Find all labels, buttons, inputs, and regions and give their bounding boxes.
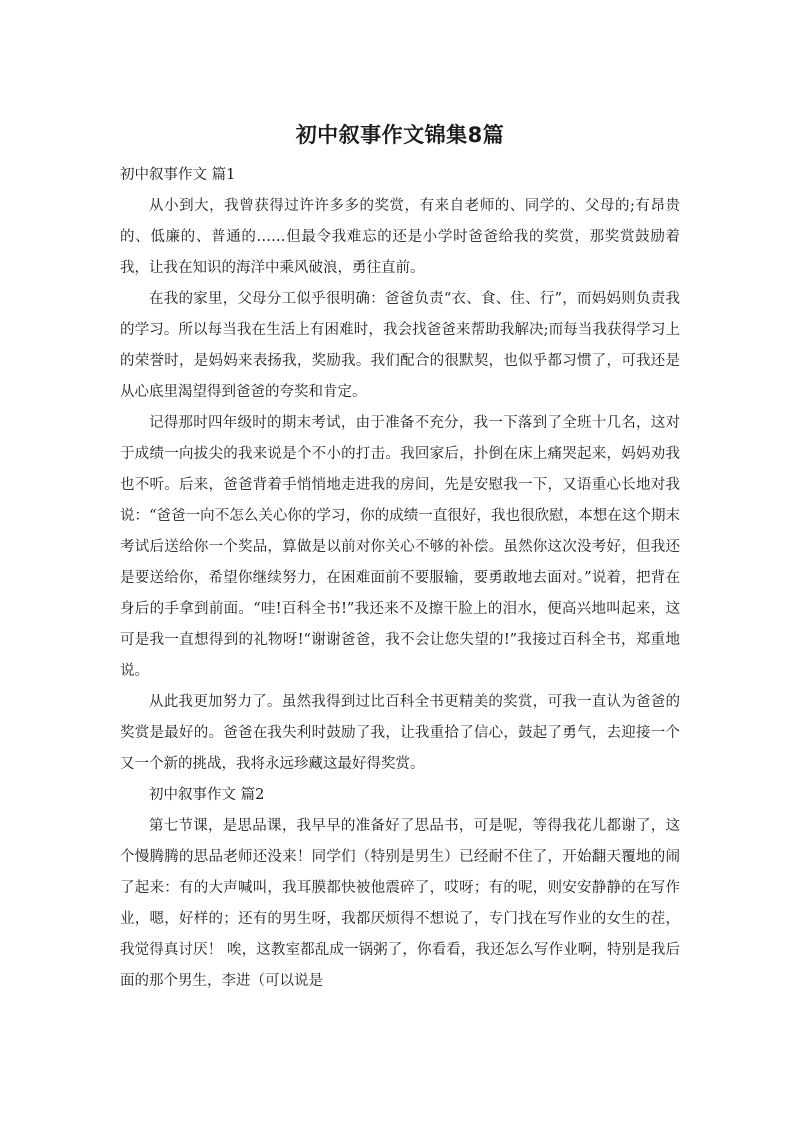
paragraph: 第七节课，是思品课，我早早的准备好了思品书，可是呢，等得我花儿都谢了，这个慢腾腾的思品老师还没来！同学们（特别是男生）已经耐不住了，开始翻天覆地的闹了起来：有的大声喊叫，我耳膜都快被他震碎了，哎呀；有的呢，则安安静静的在写作业，嗯，好样的；还有的男生呀，我都厌烦得不想说了，专门找在写作业的女生的茬，我觉得真讨厌！ 唉，这教室都乱成一锅粥了，你看看，我还怎么写作业啊，特别是我后面的那个男生，李进（可以说是: [120, 818, 680, 989]
essay-section-2: [120, 780, 680, 997]
paragraph: 在我的家里，父母分工似乎很明确：爸爸负责“衣、食、住、行”，而妈妈则负责我的学习。所以每当我在生活上有困难时，我会找爸爸来帮助我解决;而每当我获得学习上的荣誉时，是妈妈来表扬我，奖励我。我们配合的很默契，也似乎都习惯了，可我还是从心底里渴望得到爸爸的夸奖和肯定。: [120, 291, 680, 400]
paragraph: 从此我更加努力了。虽然我得到过比百科全书更精美的奖赏，可我一直认为爸爸的奖赏是最好的。爸爸在我失利时鼓励了我，让我重拾了信心，鼓起了勇气，去迎接一个又一个新的挑战，我将永远珍藏这最好得奖赏。: [120, 694, 680, 772]
section-heading: 初中叙事作文 篇1: [120, 167, 236, 183]
document-page: [120, 118, 680, 997]
paragraph: 记得那时四年级时的期末考试，由于准备不充分，我一下落到了全班十几名，这对于成绩一向拔尖的我来说是个不小的打击。我回家后，扑倒在床上痛哭起来，妈妈劝我也不听。后来，爸爸背着手悄悄地走进我的房间，先是安慰我一下，又语重心长地对我说：“爸爸一向不怎么关心你的学习，你的成绩一直很好，我也很欣慰，本想在这个期末考试后送给你一个奖品，算做是以前对你关心不够的补偿。虽然你这次没考好，但我还是要送给你，希望你继续努力，在困难面前不要服输，要勇敢地去面对。”说着，把背在身后的手拿到前面。“哇!百科全书!”我还来不及擦干脸上的泪水，便高兴地叫起来，这可是我一直想得到的礼物呀!“谢谢爸爸，我不会让您失望的!”我接过百科全书，郑重地说。: [120, 415, 680, 679]
section-heading: 初中叙事作文 篇2: [149, 787, 265, 803]
document-title: 初中叙事作文锦集8篇: [295, 123, 505, 147]
paragraph: 从小到大，我曾获得过许许多多的奖赏，有来自老师的、同学的、父母的;有昂贵的、低廉的、普通的……但最令我难忘的还是小学时爸爸给我的奖赏，那奖赏鼓励着我，让我在知识的海洋中乘风破浪，勇往直前。: [120, 198, 680, 276]
essay-section-1: [120, 160, 680, 780]
